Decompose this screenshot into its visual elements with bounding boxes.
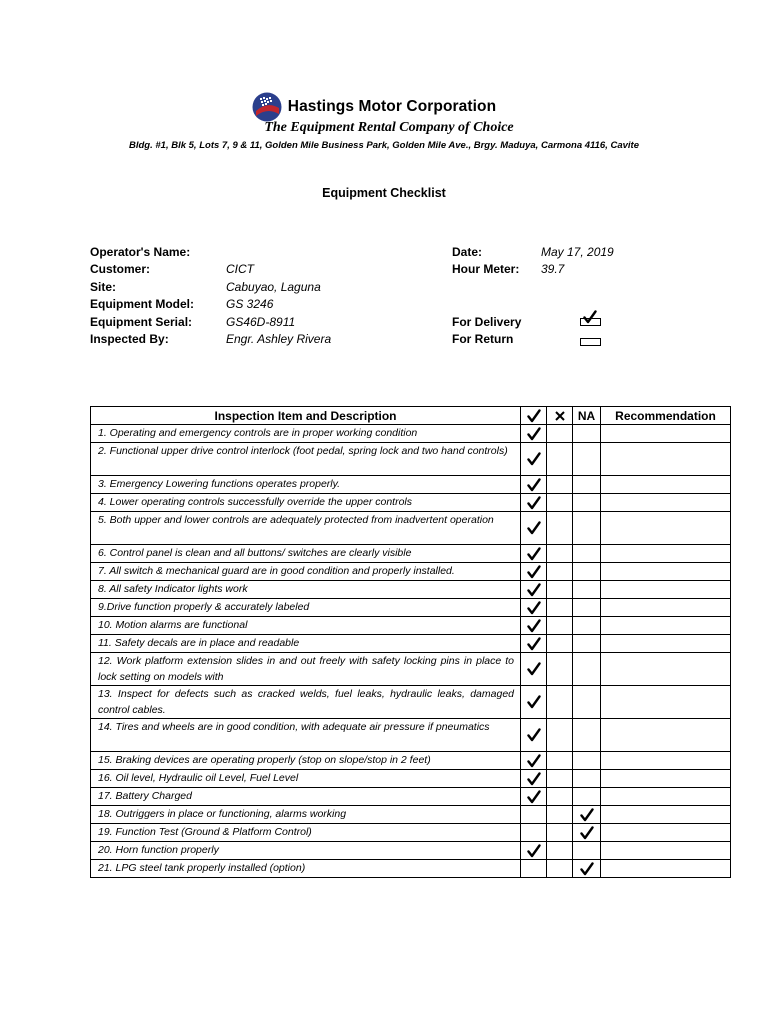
pass-cell[interactable] — [521, 752, 547, 770]
table-header-row — [91, 407, 731, 425]
na-cell[interactable] — [573, 719, 601, 752]
recommendation-cell[interactable] — [601, 770, 731, 788]
inspection-item-text: 7. All switch & mechanical guard are in good condition and properly installed. — [91, 563, 521, 581]
fail-cell[interactable] — [547, 563, 573, 581]
inspection-item-text: 17. Battery Charged — [91, 788, 521, 806]
recommendation-cell[interactable] — [601, 686, 731, 719]
fail-cell[interactable] — [547, 476, 573, 494]
fail-cell[interactable] — [547, 425, 573, 443]
table-row — [91, 806, 731, 824]
check-icon — [521, 790, 546, 804]
check-icon — [521, 409, 546, 423]
na-cell[interactable] — [573, 860, 601, 878]
inspected-by-value: Engr. Ashley Rivera — [226, 331, 332, 346]
check-icon — [521, 565, 546, 579]
document-title: Equipment Checklist — [322, 186, 446, 200]
equipment-serial-label: Equipment Serial: — [90, 314, 193, 329]
inspection-table — [90, 406, 731, 878]
pass-cell[interactable] — [521, 599, 547, 617]
na-cell[interactable] — [573, 770, 601, 788]
pass-cell[interactable] — [521, 686, 547, 719]
recommendation-cell[interactable] — [601, 806, 731, 824]
inspection-item-text: 12. Work platform extension slides in and out freely with safety locking pins in place to lock setting on models with — [91, 653, 521, 686]
check-icon — [573, 808, 600, 822]
na-cell[interactable] — [573, 686, 601, 719]
pass-cell[interactable] — [521, 824, 547, 842]
recommendation-cell[interactable] — [601, 443, 731, 476]
pass-column-header — [521, 407, 547, 425]
recommendation-cell[interactable] — [601, 824, 731, 842]
fail-cell[interactable] — [547, 545, 573, 563]
check-icon — [521, 695, 546, 709]
operator-name-value — [226, 244, 331, 261]
check-icon — [521, 521, 546, 535]
na-cell[interactable] — [573, 752, 601, 770]
table-row — [91, 824, 731, 842]
na-cell[interactable] — [573, 443, 601, 476]
na-column-header: NA — [573, 407, 601, 425]
details-left-values — [226, 244, 331, 348]
inspection-item-text: 2. Functional upper drive control interlock (foot pedal, spring lock and two hand controls) — [91, 443, 521, 476]
for-delivery-label: For Delivery — [452, 314, 522, 329]
table-row — [91, 860, 731, 878]
date-value: May 17, 2019 — [541, 245, 614, 259]
site-value: Cabuyao, Laguna — [226, 279, 321, 294]
fail-cell[interactable] — [547, 635, 573, 653]
recommendation-column-header: Recommendation — [601, 407, 731, 425]
check-icon — [521, 496, 546, 510]
for-return-label: For Return — [452, 331, 514, 346]
recommendation-cell[interactable] — [601, 563, 731, 581]
fail-cell[interactable] — [547, 512, 573, 545]
pass-cell[interactable] — [521, 719, 547, 752]
recommendation-cell[interactable] — [601, 494, 731, 512]
table-row — [91, 545, 731, 563]
customer-label: Customer: — [90, 262, 151, 277]
fail-cell[interactable] — [547, 806, 573, 824]
na-cell[interactable] — [573, 494, 601, 512]
check-icon — [521, 772, 546, 786]
recommendation-cell[interactable] — [601, 581, 731, 599]
details-left-labels — [90, 244, 194, 348]
fail-cell[interactable] — [547, 824, 573, 842]
recommendation-cell[interactable] — [601, 788, 731, 806]
inspection-item-text: 1. Operating and emergency controls are in proper working condition — [91, 425, 521, 443]
na-cell[interactable] — [573, 512, 601, 545]
equipment-model-value: GS 3246 — [226, 297, 274, 312]
na-cell[interactable] — [573, 653, 601, 686]
table-row — [91, 770, 731, 788]
check-icon — [521, 452, 546, 466]
check-icon — [521, 637, 546, 651]
site-label: Site: — [90, 279, 117, 294]
pass-cell[interactable] — [521, 494, 547, 512]
fail-cell[interactable] — [547, 581, 573, 599]
pass-cell[interactable] — [521, 788, 547, 806]
hour-meter-label: Hour Meter: — [452, 262, 520, 277]
inspection-item-text: 11. Safety decals are in place and readable — [91, 635, 521, 653]
table-row — [91, 788, 731, 806]
x-icon — [547, 410, 572, 422]
fail-cell[interactable] — [547, 617, 573, 635]
equipment-serial-value: GS46D-8911 — [226, 314, 296, 329]
fail-cell[interactable] — [547, 788, 573, 806]
table-row — [91, 563, 731, 581]
inspected-by-label: Inspected By: — [90, 331, 169, 346]
pass-cell[interactable] — [521, 443, 547, 476]
table-row — [91, 719, 731, 752]
na-cell[interactable] — [573, 425, 601, 443]
table-row — [91, 443, 731, 476]
customer-value: CICT — [226, 262, 254, 277]
brand-row — [0, 92, 768, 122]
fail-cell[interactable] — [547, 860, 573, 878]
recommendation-cell[interactable] — [601, 512, 731, 545]
fail-column-header — [547, 407, 573, 425]
fail-cell[interactable] — [547, 443, 573, 476]
pass-cell[interactable] — [521, 512, 547, 545]
pass-cell[interactable] — [521, 860, 547, 878]
inspection-item-text: 3. Emergency Lowering functions operates properly. — [91, 476, 521, 494]
na-cell[interactable] — [573, 824, 601, 842]
inspection-item-text: 20. Horn function properly — [91, 842, 521, 860]
inspection-item-text: 15. Braking devices are operating properly (stop on slope/stop in 2 feet) — [91, 752, 521, 770]
table-row — [91, 581, 731, 599]
inspection-item-text: 10. Motion alarms are functional — [91, 617, 521, 635]
pass-cell[interactable] — [521, 425, 547, 443]
na-cell[interactable] — [573, 599, 601, 617]
table-row — [91, 752, 731, 770]
inspection-item-text: 14. Tires and wheels are in good condition, with adequate air pressure if pneumatics — [91, 719, 521, 752]
item-column-header: Inspection Item and Description — [91, 407, 521, 425]
na-cell[interactable] — [573, 617, 601, 635]
fail-cell[interactable] — [547, 653, 573, 686]
fail-cell[interactable] — [547, 599, 573, 617]
pass-cell[interactable] — [521, 476, 547, 494]
pass-cell[interactable] — [521, 653, 547, 686]
check-icon — [521, 478, 546, 492]
na-cell[interactable] — [573, 545, 601, 563]
table-row — [91, 635, 731, 653]
fail-cell[interactable] — [547, 752, 573, 770]
pass-cell[interactable] — [521, 545, 547, 563]
inspection-item-text: 9.Drive function properly & accurately labeled — [91, 599, 521, 617]
check-icon — [521, 427, 546, 441]
check-icon — [521, 547, 546, 561]
inspection-item-text: 21. LPG steel tank properly installed (option) — [91, 860, 521, 878]
check-icon — [521, 844, 546, 858]
check-icon — [521, 601, 546, 615]
for-delivery-checkbox[interactable] — [580, 318, 601, 326]
company-tagline: The Equipment Rental Company of Choice — [264, 120, 514, 135]
inspection-item-text: 19. Function Test (Ground & Platform Control) — [91, 824, 521, 842]
recommendation-cell[interactable] — [601, 719, 731, 752]
inspection-item-text: 4. Lower operating controls successfully override the upper controls — [91, 494, 521, 512]
fail-cell[interactable] — [547, 494, 573, 512]
inspection-item-text: 6. Control panel is clean and all buttons/ switches are clearly visible — [91, 545, 521, 563]
fail-cell[interactable] — [547, 770, 573, 788]
na-cell[interactable] — [573, 842, 601, 860]
check-icon — [521, 754, 546, 768]
details-right-values — [541, 244, 614, 279]
recommendation-cell[interactable] — [601, 617, 731, 635]
details-right-labels — [452, 244, 521, 348]
recommendation-cell[interactable] — [601, 635, 731, 653]
check-icon — [521, 583, 546, 597]
recommendation-cell[interactable] — [601, 425, 731, 443]
table-row — [91, 476, 731, 494]
for-return-checkbox[interactable] — [580, 338, 601, 346]
recommendation-cell[interactable] — [601, 752, 731, 770]
na-cell[interactable] — [573, 788, 601, 806]
table-row — [91, 842, 731, 860]
hour-meter-value: 39.7 — [541, 262, 565, 277]
pass-cell[interactable] — [521, 770, 547, 788]
pass-cell[interactable] — [521, 806, 547, 824]
company-name: Hastings Motor Corporation — [287, 98, 497, 115]
inspection-item-text: 16. Oil level, Hydraulic oil Level, Fuel Level — [91, 770, 521, 788]
check-icon — [573, 862, 600, 876]
company-logo-icon — [252, 92, 282, 122]
check-icon — [521, 662, 546, 676]
recommendation-cell[interactable] — [601, 860, 731, 878]
table-row — [91, 617, 731, 635]
pass-cell[interactable] — [521, 617, 547, 635]
check-icon — [573, 826, 600, 840]
na-cell[interactable] — [573, 806, 601, 824]
check-icon — [521, 728, 546, 742]
table-row — [91, 425, 731, 443]
na-cell[interactable] — [573, 635, 601, 653]
recommendation-cell[interactable] — [601, 599, 731, 617]
fail-cell[interactable] — [547, 842, 573, 860]
recommendation-cell[interactable] — [601, 476, 731, 494]
inspection-item-text: 13. Inspect for defects such as cracked welds, fuel leaks, hydraulic leaks, damaged control cables. — [91, 686, 521, 719]
recommendation-cell[interactable] — [601, 842, 731, 860]
company-address: Bldg. #1, Blk 5, Lots 7, 9 & 11, Golden Mile Business Park, Golden Mile Ave., Brgy. Maduya, Carmona 4116, Cavite — [129, 140, 639, 151]
pass-cell[interactable] — [521, 581, 547, 599]
inspection-item-text: 5. Both upper and lower controls are adequately protected from inadvertent operation — [91, 512, 521, 545]
table-row — [91, 512, 731, 545]
na-cell[interactable] — [573, 476, 601, 494]
table-row — [91, 686, 731, 719]
equipment-model-label: Equipment Model: — [90, 297, 194, 312]
table-row — [91, 599, 731, 617]
check-icon — [521, 619, 546, 633]
letterhead — [0, 92, 768, 151]
na-cell[interactable] — [573, 581, 601, 599]
na-cell[interactable] — [573, 563, 601, 581]
fail-cell[interactable] — [547, 719, 573, 752]
recommendation-cell[interactable] — [601, 653, 731, 686]
table-row — [91, 494, 731, 512]
table-row — [91, 653, 731, 686]
operator-name-label: Operator's Name: — [90, 245, 191, 259]
fail-cell[interactable] — [547, 686, 573, 719]
pass-cell[interactable] — [521, 635, 547, 653]
inspection-item-text: 18. Outriggers in place or functioning, alarms working — [91, 806, 521, 824]
date-label: Date: — [452, 245, 483, 259]
recommendation-cell[interactable] — [601, 545, 731, 563]
inspection-item-text: 8. All safety Indicator lights work — [91, 581, 521, 599]
pass-cell[interactable] — [521, 842, 547, 860]
pass-cell[interactable] — [521, 563, 547, 581]
